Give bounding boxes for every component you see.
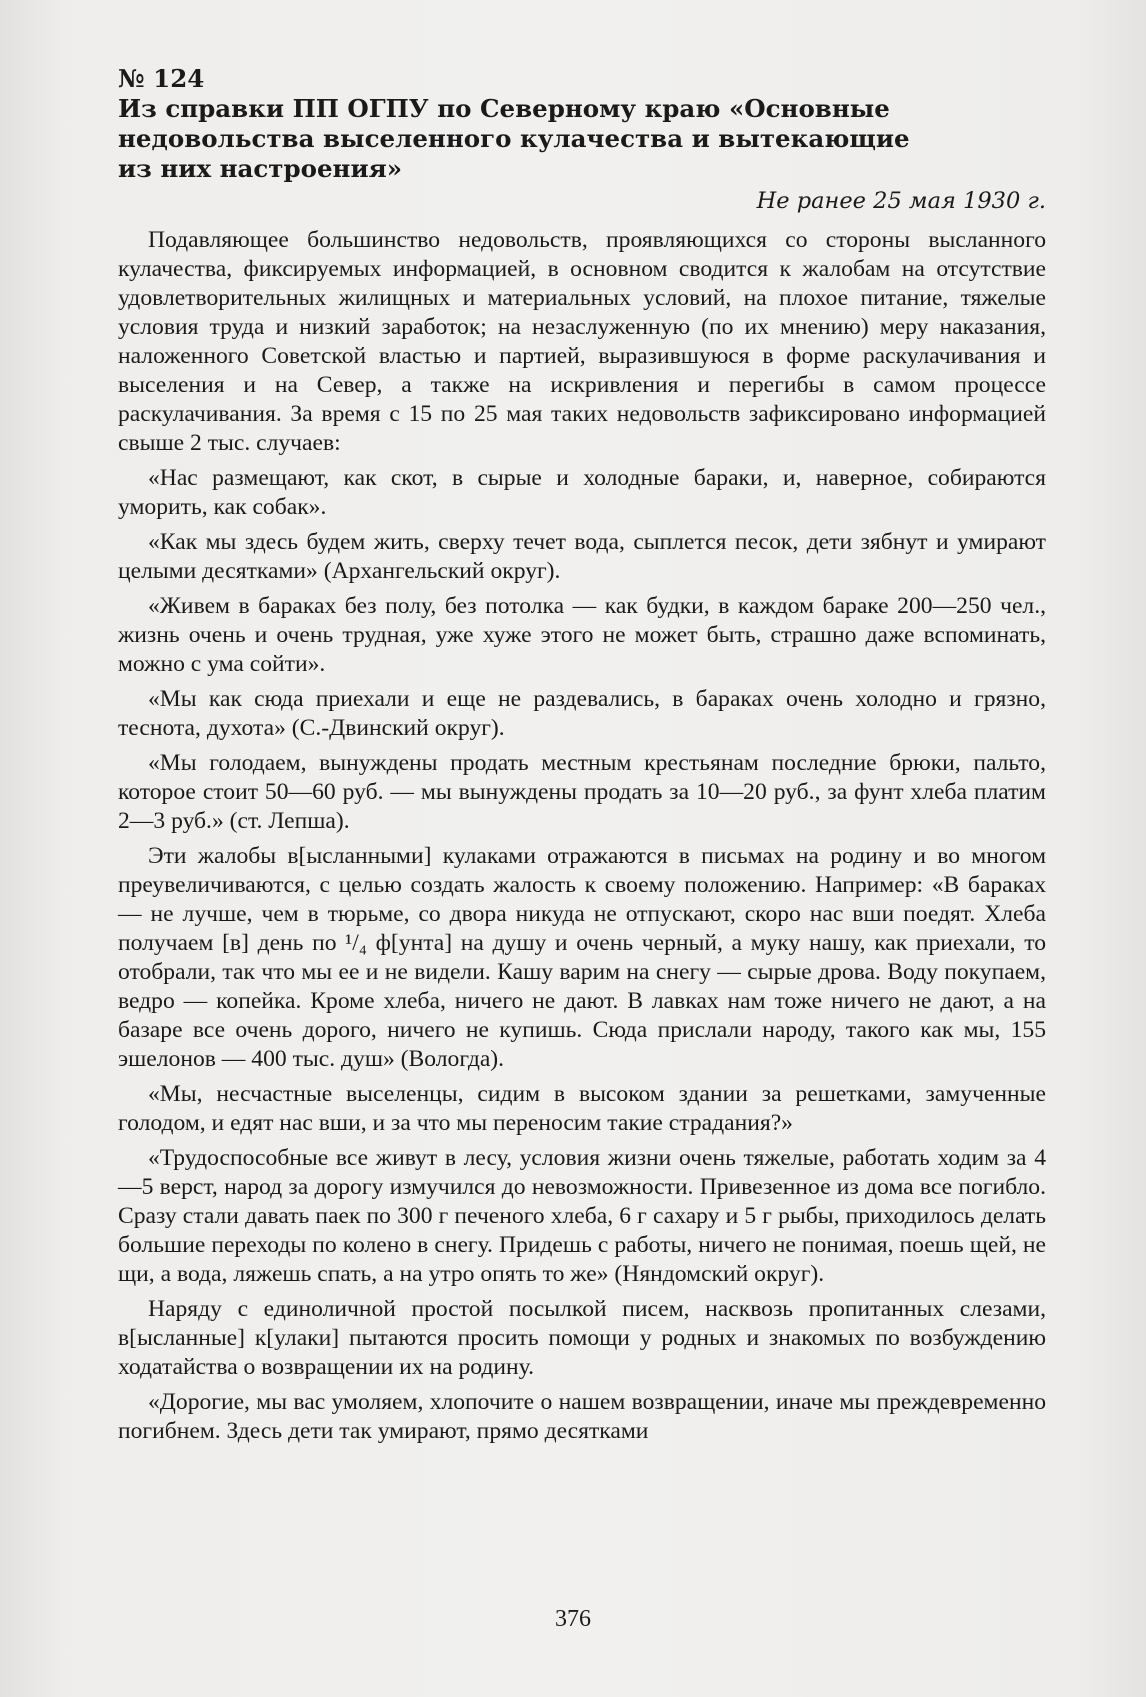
document-date: Не ранее 25 мая 1930 г. <box>756 188 1046 214</box>
paragraph: «Живем в бараках без полу, без потолка — как будки, в каждом бараке 200—250 чел., жизнь очень и очень трудная, уже хуже этого не может быть, страшно даже вспоминать, можно с ума сойти». <box>118 593 1046 677</box>
paragraph: «Как мы здесь будем жить, сверху течет вода, сыплется песок, дети зябнут и умирают целыми десятками» (Архангельский округ). <box>118 529 1046 584</box>
paragraph: Подавляющее большинство недовольств, проявляющихся со стороны высланного кулачества, фиксируемых информацией, в основном сводится к жалобам на отсутствие удовлетворительных жилищных и материальных условий, на плохое питание, тяжелые условия труда и низкий заработок; на незаслуженную (по их мнению) меру наказания, наложенного Советской властью и партией, выразившуюся в форме раскулачивания и выселения и на Север, а также на искривления и перегибы в самом процессе раскулачивания. За время с 15 по 25 мая таких недовольств зафиксировано информацией свыше 2 тыс. случаев: <box>118 227 1046 456</box>
paragraph: Эти жалобы в[ысланными] кулаками отражаются в письмах на родину и во многом преувеличиваются, с целью создать жалость к своему положению. Например: «В бараках — не лучше, чем в тюрьме, со двора никуда не отпускают, скоро нас вши поедят. Хлеба получаем [в] день по ¹/₄ ф[унта] на душу и очень черный, а муку нашу, как приехали, то отобрали, так что мы ее и не видели. Кашу варим на снегу — сырые дрова. Воду покупаем, ведро — копейка. Кроме хлеба, ничего не дают. В лавках нам тоже ничего не дают, а на базаре все очень дорого, ничего не купишь. Сюда прислали народу, такого как мы, 155 эшелонов — 400 тыс. душ» (Вологда). <box>118 843 1046 1072</box>
paragraph: «Дорогие, мы вас умоляем, хлопочите о нашем возвращении, иначе мы преждевременно погибнем. Здесь дети так умирают, прямо десятками <box>118 1389 1046 1444</box>
document-body <box>118 64 1046 1452</box>
paragraph: «Нас размещают, как скот, в сырые и холодные бараки, и, наверное, собираются уморить, как собак». <box>118 465 1046 520</box>
paragraph: «Мы как сюда приехали и еще не раздевались, в бараках очень холодно и грязно, теснота, духота» (С.-Двинский округ). <box>118 686 1046 741</box>
paragraph: Наряду с единоличной простой посылкой писем, насквозь пропитанных слезами, в[ысланные] к[улаки] пытаются просить помощи у родных и знакомых по возбуждению ходатайства о возвращении их на родину. <box>118 1296 1046 1380</box>
paragraph: «Трудоспособные все живут в лесу, условия жизни очень тяжелые, работать ходим за 4—5 верст, народ за дорогу измучился до невозможности. Привезенное из дома все погибло. Сразу стали давать паек по 300 г печеного хлеба, 6 г сахару и 5 г рыбы, приходилось делать большие переходы по колено в снегу. Придешь с работы, ничего не понимая, поешь щей, не щи, а вода, ляжешь спать, а на утро опять то же» (Няндомский округ). <box>118 1145 1046 1287</box>
paragraph: «Мы голодаем, вынуждены продать местным крестьянам последние брюки, пальто, которое стоит 50—60 руб. — мы вынуждены продать за 10—20 руб., за фунт хлеба платим 2—3 руб.» (ст. Лепша). <box>118 750 1046 834</box>
document-number: № 124 <box>118 64 205 93</box>
page-number: 376 <box>555 1606 591 1632</box>
document-title: Из справки ПП ОГПУ по Северному краю «Основные недовольства выселенного кулачества и вытекающие из них настроения» <box>118 94 910 183</box>
paragraph: «Мы, несчастные выселенцы, сидим в высоком здании за решетками, замученные голодом, и едят нас вши, и за что мы переносим такие страдания?» <box>118 1081 1046 1136</box>
